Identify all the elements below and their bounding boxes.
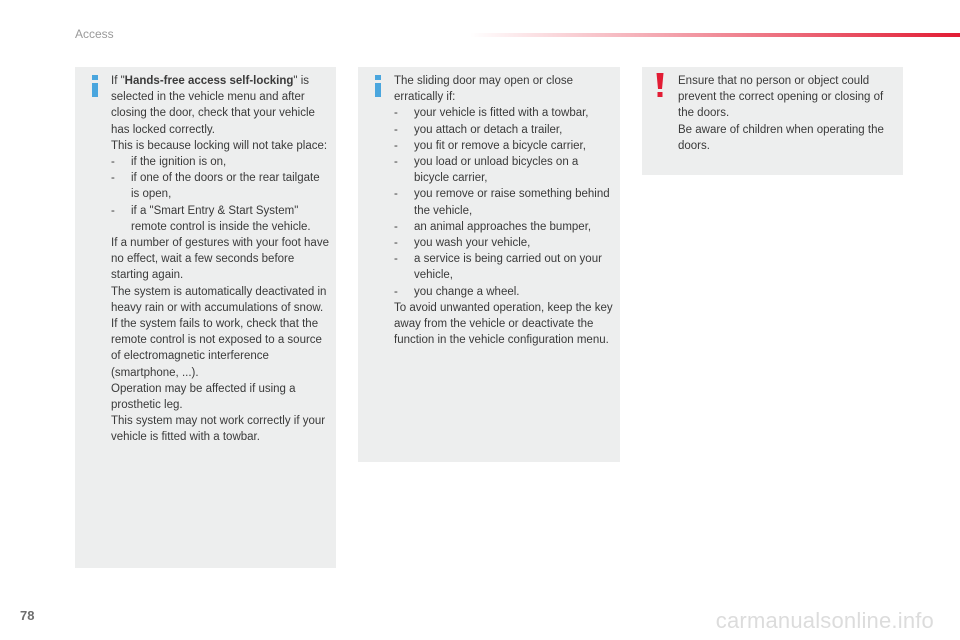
list-item: - your vehicle is fitted with a towbar, [394, 107, 589, 120]
list-item: - a service is being carried out on your vehicle, [394, 253, 602, 282]
paragraph: This is because locking will not take place: [111, 139, 328, 152]
info-icon [371, 75, 385, 97]
list-item: - you change a wheel. [394, 285, 520, 298]
info-icon [88, 75, 102, 97]
list-item: - if a "Smart Entry & Start System" remote control is inside the vehicle. [111, 204, 311, 233]
header-accent-rule [470, 33, 960, 37]
feature-name: Hands-free access self-locking [124, 75, 294, 87]
paragraph: Be aware of children when operating the doors. [678, 123, 884, 152]
warning-box-doors [642, 67, 903, 175]
paragraph: Ensure that no person or object could prevent the correct opening or closing of the doors. [678, 75, 884, 120]
info-text [111, 73, 330, 446]
paragraph: If the system fails to work, check that the remote control is not exposed to a source of electromagnetic interference (smartphone, ...). [111, 318, 322, 379]
warning-text [678, 73, 897, 154]
list-item: - you load or unload bicycles on a bicycle carrier, [394, 156, 579, 185]
watermark: carmanualsonline.info [715, 608, 934, 633]
intro-suffix: " is selected in the vehicle menu and after closing the door, check that your vehicle has locked correctly. [111, 75, 315, 136]
intro-paragraph [111, 73, 330, 138]
warning-icon [653, 73, 667, 97]
paragraph: This system may not work correctly if your vehicle is fitted with a towbar. [111, 415, 326, 444]
info-box-self-locking [75, 67, 336, 568]
list-item: - you fit or remove a bicycle carrier, [394, 139, 586, 152]
list-item: - you remove or raise something behind the vehicle, [394, 188, 610, 217]
paragraph: The system is automatically deactivated in heavy rain or with accumulations of snow. [111, 285, 327, 314]
list-item: - you wash your vehicle, [394, 237, 531, 250]
intro-prefix: If " [111, 75, 125, 87]
list-item: - an animal approaches the bumper, [394, 220, 592, 233]
paragraph: If a number of gestures with your foot have no effect, wait a few seconds before starting again. [111, 237, 329, 282]
info-box-sliding-door [358, 67, 620, 462]
paragraph: Operation may be affected if using a prosthetic leg. [111, 382, 296, 412]
intro-paragraph: The sliding door may open or close erratically if: [394, 75, 573, 104]
list-item: - if one of the doors or the rear tailgate is open, [111, 172, 320, 201]
list-item: - you attach or detach a trailer, [394, 123, 563, 136]
page-number: 78 [20, 608, 35, 623]
info-text [394, 73, 614, 348]
section-title: Access [75, 27, 114, 41]
paragraph: To avoid unwanted operation, keep the key away from the vehicle or deactivate the function in the vehicle configuration menu. [394, 301, 613, 347]
list-item: - if the ignition is on, [111, 156, 227, 169]
